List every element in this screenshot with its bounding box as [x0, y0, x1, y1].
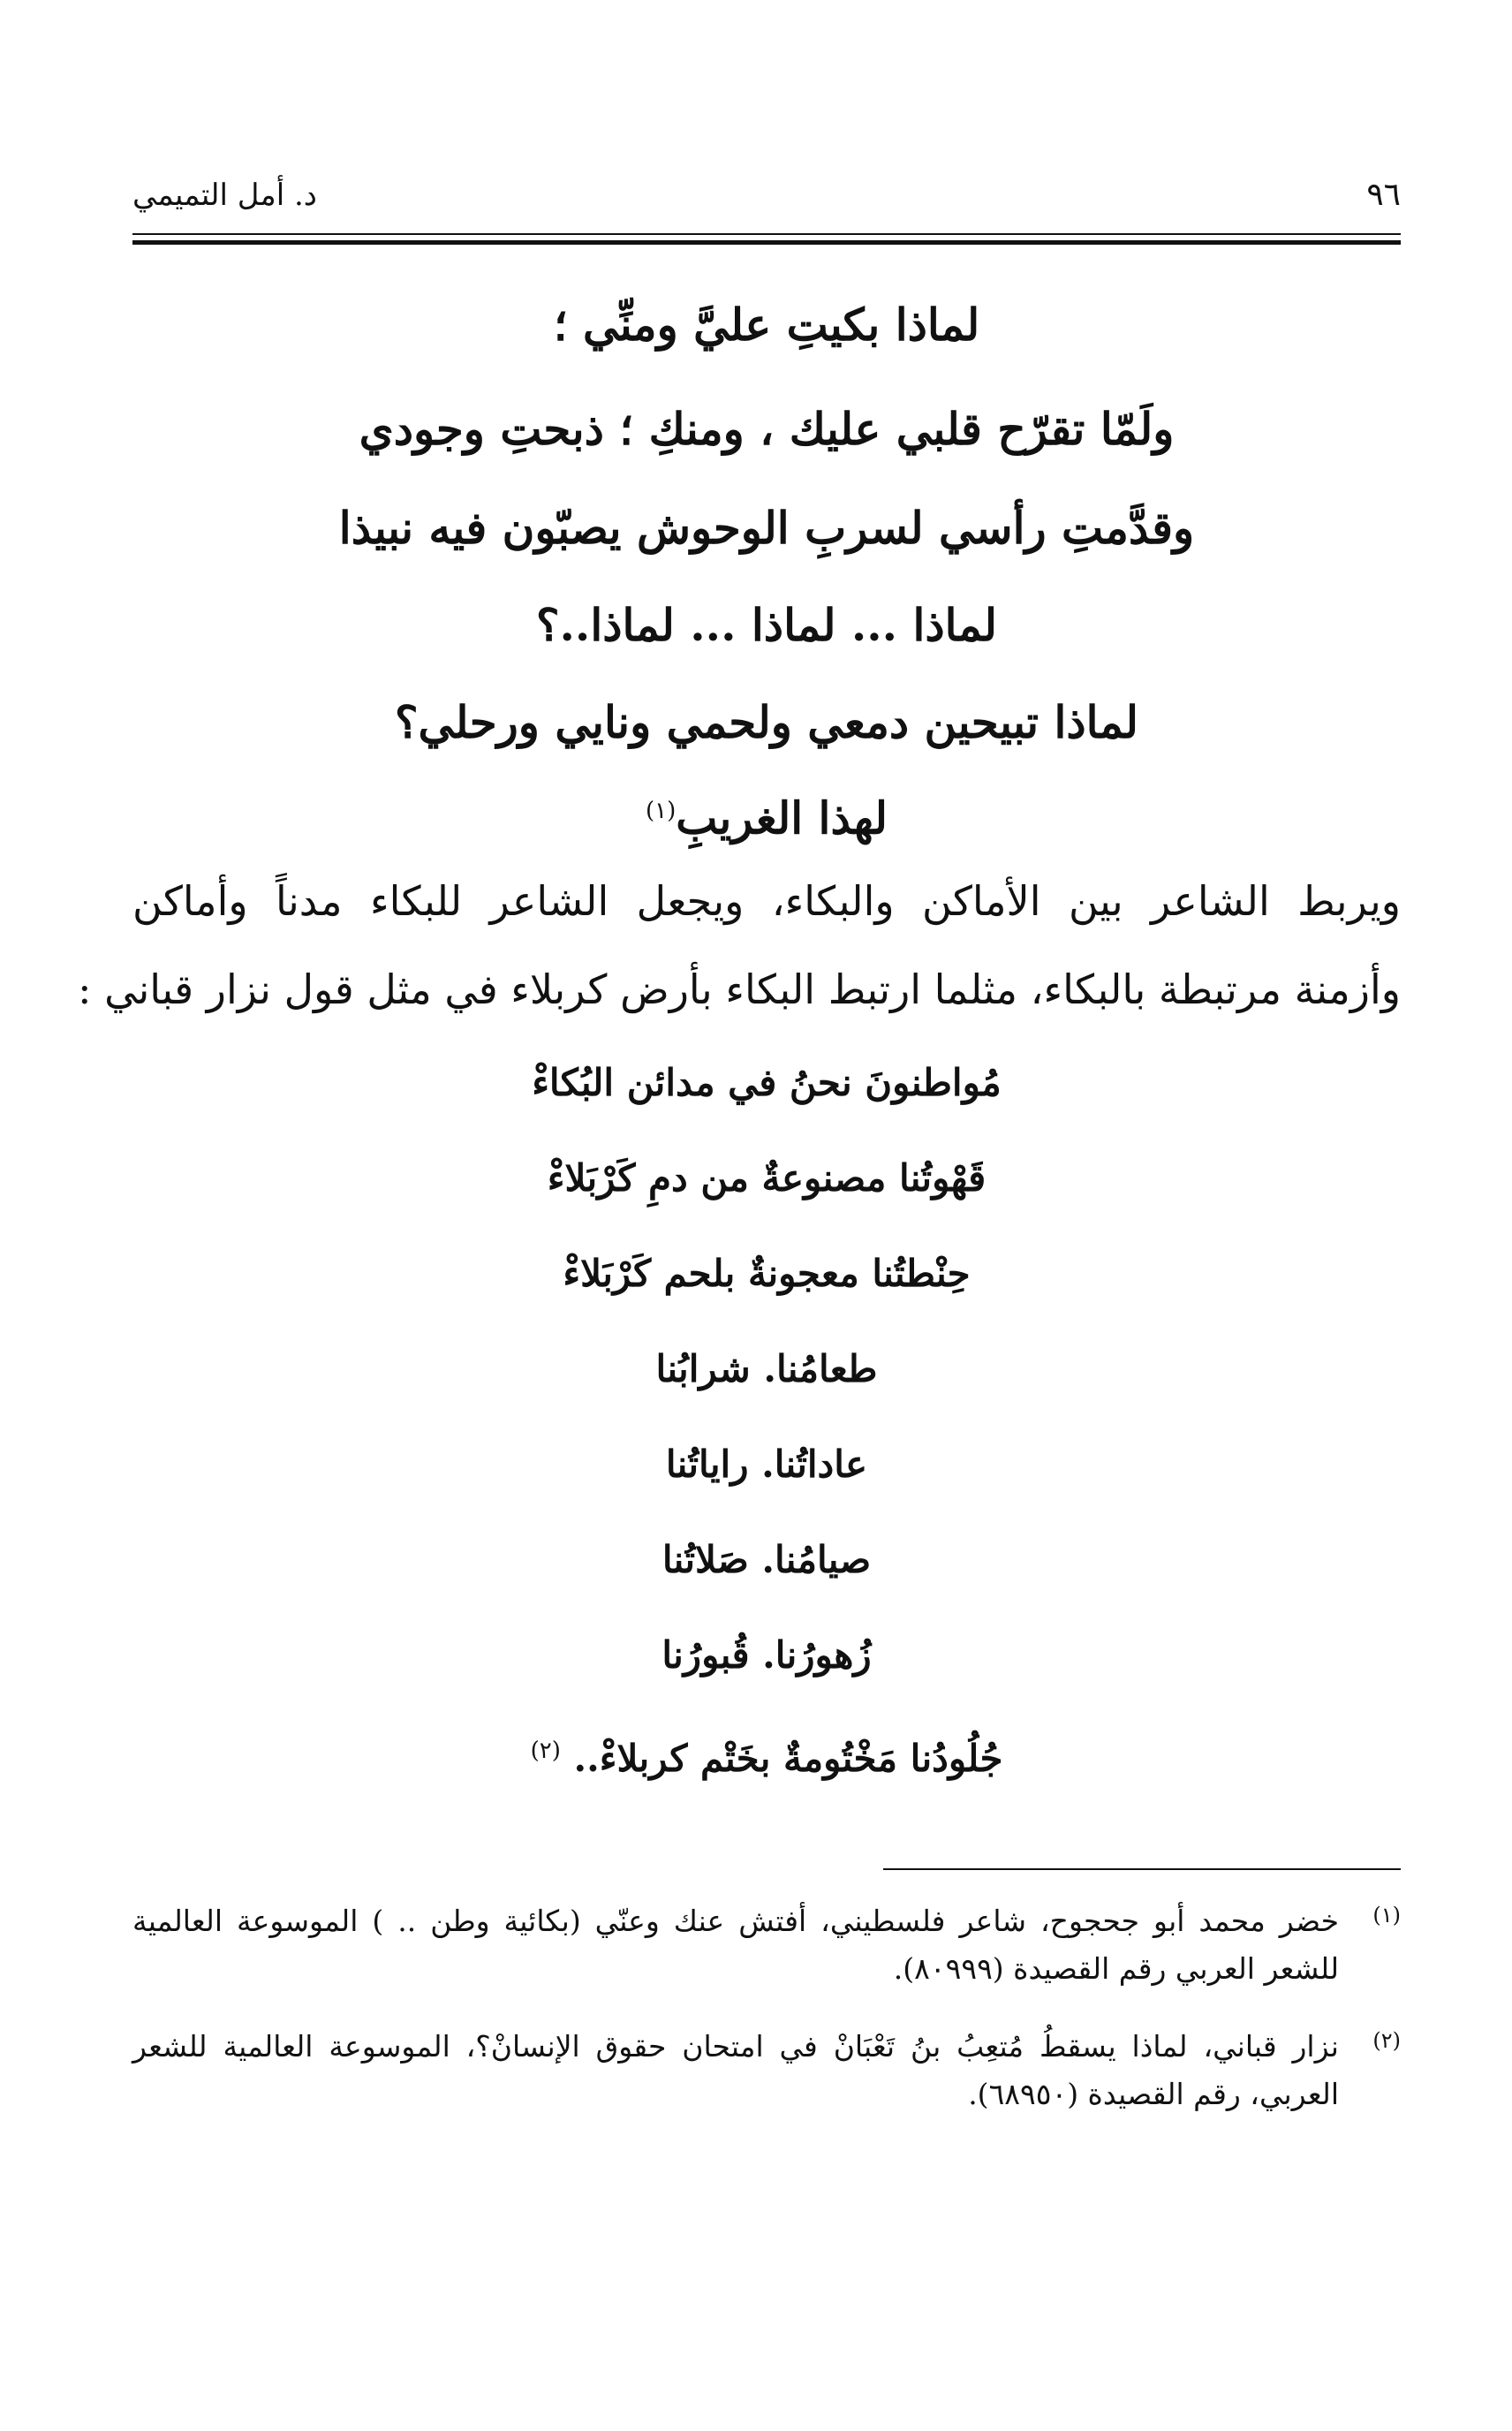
poem2-line: حِنْطتُنا معجونةٌ بلحم كَرْبَلاءْ [563, 1252, 971, 1295]
footnote-text: خضر محمد أبو جحجوح، شاعر فلسطيني، أفتش عنك وعنّي (بكائية وطن .. ) الموسوعة العالمية للشعر العربي رقم القصيدة (٨٠٩٩٩). [132, 1904, 1339, 1986]
header-rule-thick [132, 240, 1401, 245]
footnote-text: نزار قباني، لماذا يسقطُ مُتعِبُ بنُ تَعْبَانْ في امتحان حقوق الإنسانْ؟، الموسوعة العالمية للشعر العربي، رقم القصيدة (٦٨٩٥٠). [132, 2029, 1339, 2111]
page-header [132, 173, 1401, 226]
footnote-number: (٢) [1372, 2028, 1401, 2053]
poem1-line: لماذا ... لماذا ... لماذا..؟ [535, 599, 998, 651]
poem1-line: ولَمّا تقرّح قلبي عليك ، ومنكِ ؛ ذبحتِ وجودي [359, 403, 1175, 455]
paragraph-line: ويربط الشاعر بين الأماكن والبكاء، ويجعل الشاعر للبكاء مدناً وأماكن [132, 877, 1401, 925]
footnote-separator [883, 1868, 1401, 1870]
poem1-line: لماذا بكيتِ عليَّ ومنِّي ؛ [553, 299, 980, 351]
poem2-line: عاداتُنا. راياتُنا [665, 1443, 868, 1486]
page-number: ٩٦ [1366, 177, 1401, 213]
footnote-2 [132, 2023, 1401, 2118]
footnote-number: (١) [1372, 1903, 1401, 1927]
poem2-line: صيامُنا. صَلاتُنا [662, 1538, 872, 1581]
poem2-last-line [132, 1717, 1401, 1792]
poem1-last-line [132, 776, 1401, 854]
poem2-line: مُواطنونَ نحنُ في مدائن البُكاءْ [532, 1061, 1002, 1104]
footnote-ref-1[interactable]: (١) [646, 798, 677, 824]
poem2-line: طعامُنا. شرابُنا [655, 1347, 878, 1390]
poem1-line: لماذا تبيحين دمعي ولحمي ونايي ورحلي؟ [394, 696, 1139, 748]
footnote-ref-2[interactable]: (٢) [530, 1738, 561, 1764]
paragraph-line: وأزمنة مرتبطة بالبكاء، مثلما ارتبط البكاء بأرض كربلاء في مثل قول نزار قباني : [78, 966, 1401, 1013]
header-rule-thin [132, 233, 1401, 235]
poem1-line: لهذا الغريبِ [676, 791, 888, 844]
poem2-line: قَهْوتُنا مصنوعةٌ من دمِ كَرْبَلاءْ [547, 1156, 987, 1200]
footnote-1 [132, 1897, 1401, 1993]
poem2-line: زُهورُنا. قُبورُنا [662, 1633, 872, 1677]
poem1-line: وقدَّمتِ رأسي لسربِ الوحوش يصبّون فيه نبيذا [338, 502, 1195, 554]
running-head: د. أمل التميمي [132, 178, 317, 213]
poem2-line: جُلُودُنا مَخْتُومةٌ بخَتْم كربلاءْ.. [573, 1737, 1003, 1780]
